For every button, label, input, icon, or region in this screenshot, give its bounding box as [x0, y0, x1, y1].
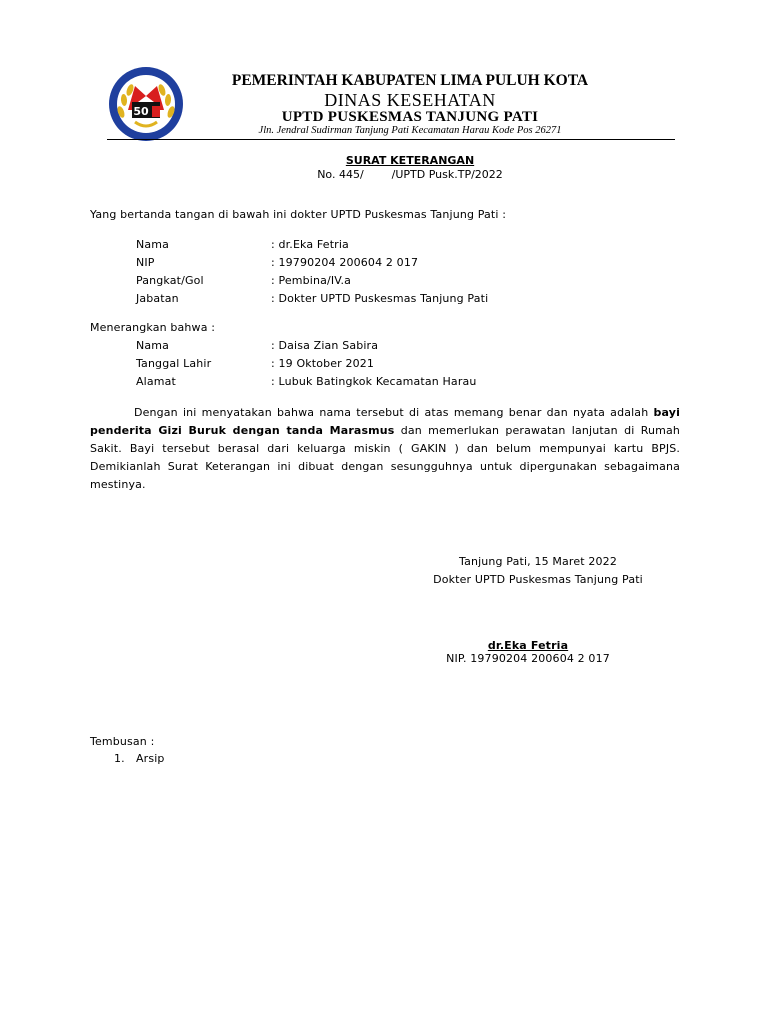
logo-flag-icon	[152, 106, 160, 117]
letterhead-divider	[107, 139, 675, 140]
statement-diagnosis: bayi penderita Gizi Buruk dengan tanda Marasmus	[90, 406, 680, 437]
signer-position-value: : Dokter UPTD Puskesmas Tanjung Pati	[271, 292, 489, 305]
subject-address-value: : Lubuk Batingkok Kecamatan Harau	[271, 375, 477, 388]
statement-text-start: Dengan ini menyatakan bahwa nama tersebut di atas memang benar dan nyata adalah	[134, 406, 654, 419]
signer-nip-label: NIP	[136, 256, 155, 269]
logo-number: 50	[133, 105, 149, 118]
letterhead-address: Jln. Jendral Sudirman Tanjung Pati Kecamatan Harau Kode Pos 26271	[258, 125, 562, 136]
subject-birthdate-value: : 19 Oktober 2021	[271, 357, 375, 370]
letterhead-institution: UPTD PUSKESMAS TANJUNG PATI	[281, 109, 539, 125]
subject-name-label: Nama	[136, 339, 170, 352]
signature-name: dr.Eka Fetria	[487, 639, 569, 652]
cc-item-number: 1.	[114, 752, 125, 765]
subject-name-value: : Daisa Zian Sabira	[271, 339, 379, 352]
signer-name-label: Nama	[136, 238, 170, 251]
subject-address-label: Alamat	[136, 375, 176, 388]
signer-name-value: : dr.Eka Fetria	[271, 238, 349, 251]
subject-intro: Menerangkan bahwa :	[90, 321, 216, 334]
letterhead-government: PEMERINTAH KABUPATEN LIMA PULUH KOTA	[231, 72, 589, 89]
signer-rank-value: : Pembina/IV.a	[271, 274, 352, 287]
intro-text: Yang bertanda tangan di bawah ini dokter UPTD Puskesmas Tanjung Pati :	[90, 208, 507, 221]
document-title: SURAT KETERANGAN	[345, 154, 475, 167]
statement-text-end: dan memerlukan perawatan lanjutan di Rumah Sakit. Bayi tersebut berasal dari keluarga miskin ( GAKIN ) dan belum mempunyai kartu BPJS. Demikianlah Surat Keterangan ini dibuat dengan sesungguhnya untuk dipergunakan sebagaimana mestinya.	[90, 424, 680, 491]
cc-label: Tembusan :	[90, 735, 155, 748]
cc-item-text: Arsip	[136, 752, 165, 765]
subject-birthdate-label: Tanggal Lahir	[136, 357, 212, 370]
statement-paragraph	[90, 404, 680, 494]
signature-position: Dokter UPTD Puskesmas Tanjung Pati	[433, 573, 643, 586]
district-emblem-logo	[108, 66, 184, 142]
signature-place-date: Tanjung Pati, 15 Maret 2022	[459, 555, 617, 568]
document-number: No. 445/ /UPTD Pusk.TP/2022	[317, 168, 503, 181]
signer-nip-value: : 19790204 200604 2 017	[271, 256, 419, 269]
signer-rank-label: Pangkat/Gol	[136, 274, 204, 287]
signature-nip: NIP. 19790204 200604 2 017	[446, 652, 610, 665]
signer-position-label: Jabatan	[136, 292, 179, 305]
letterhead-department: DINAS KESEHATAN	[324, 90, 496, 110]
